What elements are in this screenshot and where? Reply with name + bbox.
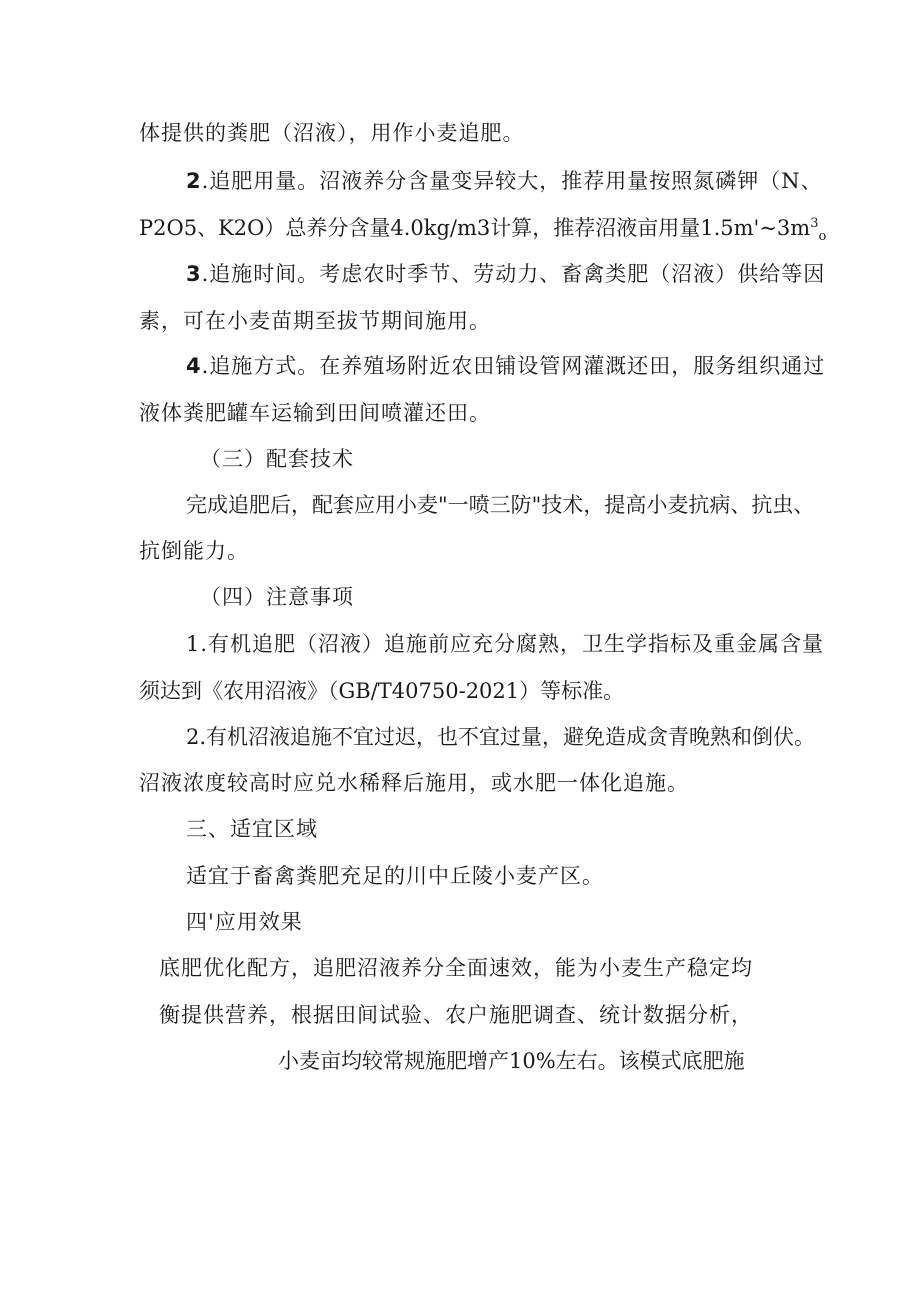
- paragraph-line: 沼液浓度较高时应兑水稀释后施用，或水肥一体化追施。: [139, 771, 689, 795]
- section-heading: （三）配套技术: [200, 447, 354, 471]
- paragraph-line: 抗倒能力。: [139, 539, 249, 563]
- paragraph-line: 小麦亩均较常规施肥增产10%左右。该模式底肥施: [278, 1049, 745, 1073]
- superscript: 3: [810, 216, 819, 231]
- subscript: o: [818, 229, 827, 245]
- paragraph-line: [186, 259, 825, 289]
- section-heading: 三、适宜区域: [186, 817, 318, 841]
- paragraph-line: 2.有机沼液追施不宜过迟，也不宜过量，避免造成贪青晚熟和倒伏。: [186, 725, 816, 749]
- list-text: .追肥用量。沼液养分含量变异较大，推荐用量按照氮磷钾（N、: [201, 169, 823, 193]
- paragraph-line: 体提供的粪肥（沼液），用作小麦追肥。: [139, 121, 525, 145]
- section-heading: （四）注意事项: [200, 585, 354, 609]
- paragraph-line: 底肥优化配方，追肥沼液养分全面速效，能为小麦生产稳定均: [159, 956, 753, 980]
- list-number: 2: [186, 169, 202, 193]
- list-text: .追施方式。在养殖场附近农田铺设管网灌溉还田，服务组织通过: [201, 354, 826, 378]
- list-text: .追施时间。考虑农时季节、劳动力、畜禽类肥（沼液）供给等因: [201, 262, 826, 286]
- paragraph-line: 适宜于畜禽粪肥充足的川中丘陵小麦产区。: [186, 864, 604, 888]
- paragraph-line: 液体粪肥罐车运输到田间喷灌还田。: [139, 401, 491, 425]
- paragraph-line: [186, 351, 825, 381]
- paragraph-line: 衡提供营养，根据田间试验、农户施肥调查、统计数据分析，: [159, 1003, 753, 1027]
- list-number: 4: [186, 354, 202, 378]
- paragraph-line: 须达到《农用沼液》（GB/T40750-2021）等标准。: [139, 679, 625, 703]
- paragraph-line: [139, 213, 826, 243]
- list-number: 3: [186, 262, 202, 286]
- paragraph-line: 素，可在小麦苗期至拔节期间施用。: [139, 309, 491, 333]
- paragraph-line: [186, 166, 823, 196]
- formula-text: P2O5、K2O）总养分含量4.0kg/m3计算，推荐沼液亩用量1.5m'~3m: [139, 216, 811, 240]
- paragraph-line: 1.有机追肥（沼液）追施前应充分腐熟，卫生学指标及重金属含量: [186, 632, 825, 656]
- section-heading: 四'应用效果: [186, 910, 303, 934]
- paragraph-line: 完成追肥后，配套应用小麦"一喷三防"技术，提高小麦抗病、抗虫、: [186, 493, 815, 517]
